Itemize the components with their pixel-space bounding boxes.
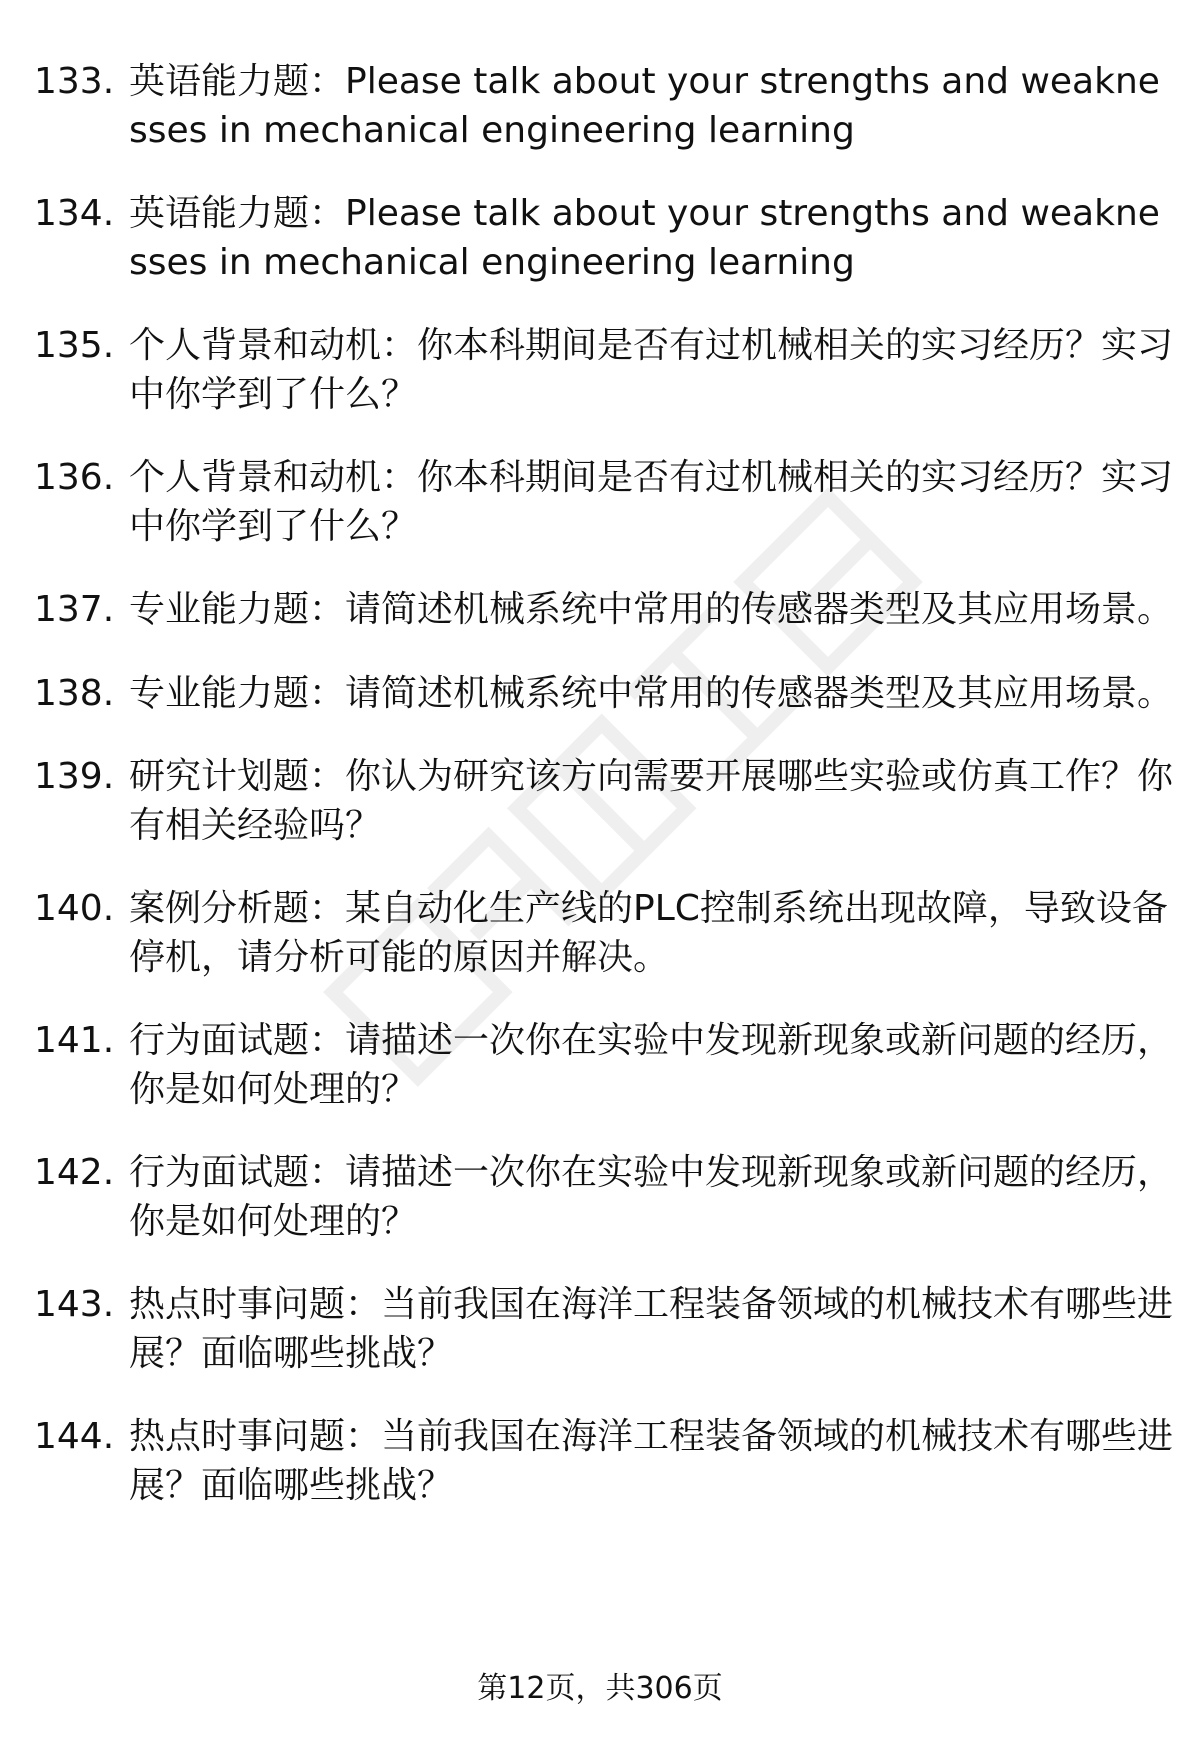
page-number-label: 第12页，共306页 [477, 1671, 723, 1706]
page-footer [0, 1669, 1200, 1709]
question-text: 专业能力题：请简述机械系统中常用的传感器类型及其应用场景。 [129, 589, 1174, 630]
question-text: 英语能力题：Please talk about your strengths and weaknesses in mechanical engineering learning [129, 193, 1160, 283]
question-number: 140. [34, 888, 115, 929]
list-item [34, 1149, 1174, 1246]
question-number: 134. [34, 193, 115, 234]
question-text: 行为面试题：请描述一次你在实验中发现新现象或新问题的经历，你是如何处理的？ [129, 1020, 1174, 1110]
list-item [34, 190, 1174, 287]
question-number: 135. [34, 325, 115, 366]
question-text: 个人背景和动机：你本科期间是否有过机械相关的实习经历？实习中你学到了什么？ [129, 325, 1174, 415]
question-text: 英语能力题：Please talk about your strengths and weaknesses in mechanical engineering learning [129, 61, 1160, 151]
question-number: 138. [34, 672, 115, 714]
question-text: 专业能力题：请简述机械系统中常用的传感器类型及其应用场景。 [129, 672, 1174, 714]
list-item [34, 753, 1174, 850]
question-text: 行为面试题：请描述一次你在实验中发现新现象或新问题的经历，你是如何处理的？ [129, 1152, 1174, 1242]
list-item [34, 322, 1174, 419]
list-item [34, 1017, 1174, 1114]
question-text: 案例分析题：某自动化生产线的PLC控制系统出现故障，导致设备停机，请分析可能的原因并解决。 [129, 888, 1168, 978]
question-number: 144. [34, 1416, 115, 1457]
question-text: 研究计划题：你认为研究该方向需要开展哪些实验或仿真工作？你有相关经验吗？ [129, 756, 1174, 846]
question-text: 热点时事问题：当前我国在海洋工程装备领域的机械技术有哪些进展？面临哪些挑战？ [129, 1416, 1174, 1506]
question-number: 143. [34, 1284, 115, 1325]
list-item [34, 454, 1174, 551]
question-list [34, 58, 1174, 1545]
list-item [34, 58, 1174, 155]
question-number: 137. [34, 589, 115, 630]
list-item [34, 670, 1174, 719]
question-text: 热点时事问题：当前我国在海洋工程装备领域的机械技术有哪些进展？面临哪些挑战？ [129, 1284, 1174, 1374]
list-item [34, 885, 1174, 982]
list-item [34, 1413, 1174, 1510]
question-number: 136. [34, 457, 115, 498]
question-text: 个人背景和动机：你本科期间是否有过机械相关的实习经历？实习中你学到了什么？ [129, 457, 1174, 547]
question-number: 142. [34, 1152, 115, 1193]
question-number: 133. [34, 61, 115, 102]
question-number: 141. [34, 1020, 115, 1061]
question-number: 139. [34, 756, 115, 797]
list-item [34, 1281, 1174, 1378]
list-item [34, 586, 1174, 635]
